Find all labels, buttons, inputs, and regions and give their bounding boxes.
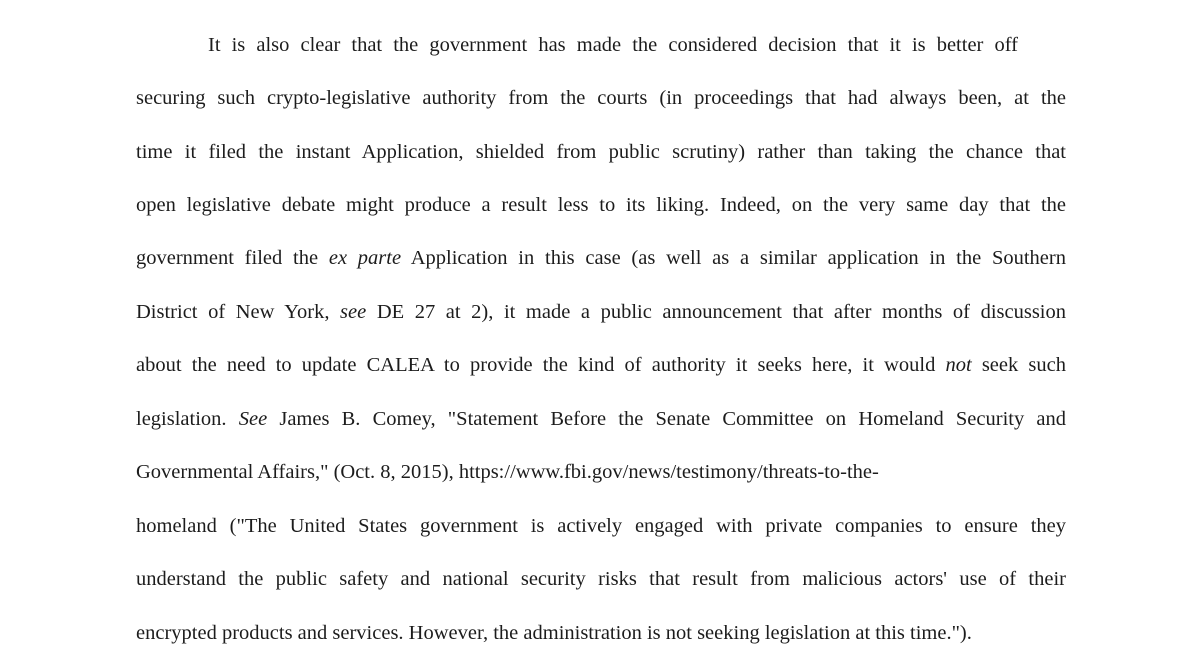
paragraph-line-9: Governmental Affairs," (Oct. 8, 2015), https://www.fbi.gov/news/testimony/threats-to-the- (136, 461, 879, 483)
paragraph-line-12: encrypted products and services. However, the administration is not seeking legislation at this time."). (136, 622, 972, 644)
paragraph-line-6: District of New York, see DE 27 at 2), it made a public announcement that after months of discussion (136, 301, 1067, 323)
paragraph-line-7: about the need to update CALEA to provide the kind of authority it seeks here, it would not seek such (136, 354, 1066, 376)
italic-term-see-citation: See (238, 408, 268, 430)
paragraph-line-5: government filed the ex parte Application in this case (as well as a similar application in the Southern (136, 247, 1066, 269)
paragraph-line-11: understand the public safety and national security risks that result from malicious actors' use of their (136, 568, 1066, 590)
paragraph-line-3: time it filed the instant Application, shielded from public scrutiny) rather than taking the chance that (136, 141, 1066, 163)
paragraph-line-8: legislation. See James B. Comey, "Statement Before the Senate Committee on Homeland Security and (136, 408, 1066, 430)
paragraph-line-10: homeland ("The United States government is actively engaged with private companies to ensure they (136, 515, 1066, 537)
paragraph-line-4: open legislative debate might produce a result less to its liking. Indeed, on the very same day that the (136, 194, 1066, 216)
italic-term-ex-parte: ex parte (328, 247, 402, 269)
paragraph-line-2: securing such crypto-legislative authority from the courts (in proceedings that had always been, at the (136, 87, 1066, 109)
paragraph-line-1: It is also clear that the government has made the considered decision that it is better off (208, 34, 1018, 56)
italic-term-see: see (340, 301, 367, 323)
italic-term-not: not (945, 354, 972, 376)
